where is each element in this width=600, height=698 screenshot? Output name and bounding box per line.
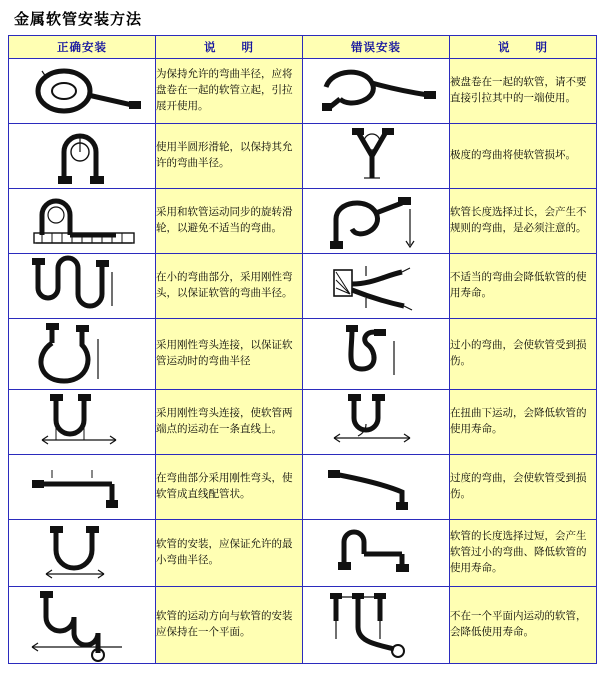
desc-correct-3: 采用和软管运动同步的旋转滑轮，以避免不适当的弯曲。 <box>156 189 303 254</box>
page-title: 金属软管安装方法 <box>14 10 143 28</box>
desc-wrong-3: 软管长度选择过长，会产生不规则的弯曲，是必须注意的。 <box>450 189 597 254</box>
desc-wrong-6: 在扭曲下运动，会降低软管的使用寿命。 <box>450 390 597 455</box>
figure-motion-out-of-plane <box>303 587 450 664</box>
desc-correct-9: 软管的运动方向与软管的安装应保持在一个平面。 <box>156 587 303 664</box>
figure-coiled-hose-pulled-by-one-end <box>303 59 450 124</box>
figure-semicircular-sheave-bend <box>9 124 156 189</box>
header-wrong-desc: 说 明 <box>450 36 597 59</box>
desc-correct-4: 在小的弯曲部分，采用刚性弯头，以保证软管的弯曲半径。 <box>156 254 303 319</box>
figure-motion-direction-same-plane <box>9 587 156 664</box>
desc-wrong-5: 过小的弯曲，会使软管受到损伤。 <box>450 319 597 390</box>
header-correct-desc: 说 明 <box>156 36 303 59</box>
figure-rigid-bend-small-radius-section <box>9 254 156 319</box>
table-row <box>9 189 597 254</box>
desc-wrong-7: 过度的弯曲，会使软管受到损伤。 <box>450 455 597 520</box>
figure-too-small-bend-radius-damage <box>303 319 450 390</box>
header-correct-install: 正确安装 <box>9 36 156 59</box>
header-wrong-install: 错误安装 <box>303 36 450 59</box>
table-row <box>9 59 597 124</box>
desc-correct-8: 软管的安装，应保证允许的最小弯曲半径。 <box>156 520 303 587</box>
installation-methods-table <box>8 35 597 664</box>
table-row <box>9 254 597 319</box>
desc-wrong-2: 极度的弯曲将使软管损坏。 <box>450 124 597 189</box>
desc-wrong-4: 不适当的弯曲会降低软管的使用寿命。 <box>450 254 597 319</box>
figure-torsional-twist-motion <box>303 390 450 455</box>
figure-hose-too-long-small-bend <box>303 520 450 587</box>
desc-correct-7: 在弯曲部分采用刚性弯头，使软管成直线配管状。 <box>156 455 303 520</box>
table-row <box>9 520 597 587</box>
desc-correct-2: 使用半圆形滑轮，以保持其允许的弯曲半径。 <box>156 124 303 189</box>
figure-rigid-elbow-straight-piping <box>9 455 156 520</box>
figure-rigid-elbow-ends-in-line <box>9 390 156 455</box>
desc-wrong-1: 被盘卷在一起的软管，请不要直接引拉其中的一端使用。 <box>450 59 597 124</box>
figure-minimum-bend-radius-install <box>9 520 156 587</box>
desc-correct-6: 采用刚性弯头连接，使软管两端点的运动在一条直线上。 <box>156 390 303 455</box>
figure-excessive-bend-damage <box>303 455 450 520</box>
desc-wrong-8: 软管的长度选择过短，会产生软管过小的弯曲、降低软管的使用寿命。 <box>450 520 597 587</box>
table-row <box>9 124 597 189</box>
figure-coiled-hose-standing-upright <box>9 59 156 124</box>
desc-correct-5: 采用刚性弯头连接，以保证软管运动时的弯曲半径 <box>156 319 303 390</box>
table-header-row <box>9 36 597 59</box>
figure-improper-bend-reduces-life <box>303 254 450 319</box>
figure-sharp-v-bend-over-pulley <box>303 124 450 189</box>
table-row <box>9 319 597 390</box>
figure-rigid-elbow-connection-u-loop <box>9 319 156 390</box>
desc-correct-1: 为保持允许的弯曲半径，应将盘卷在一起的软管立起，引拉展开使用。 <box>156 59 303 124</box>
table-row <box>9 455 597 520</box>
figure-rotating-sheave-synchronized <box>9 189 156 254</box>
table-row <box>9 390 597 455</box>
desc-wrong-9: 不在一个平面内运动的软管，会降低使用寿命。 <box>450 587 597 664</box>
figure-over-long-hose-irregular-bend <box>303 189 450 254</box>
table-row <box>9 587 597 664</box>
